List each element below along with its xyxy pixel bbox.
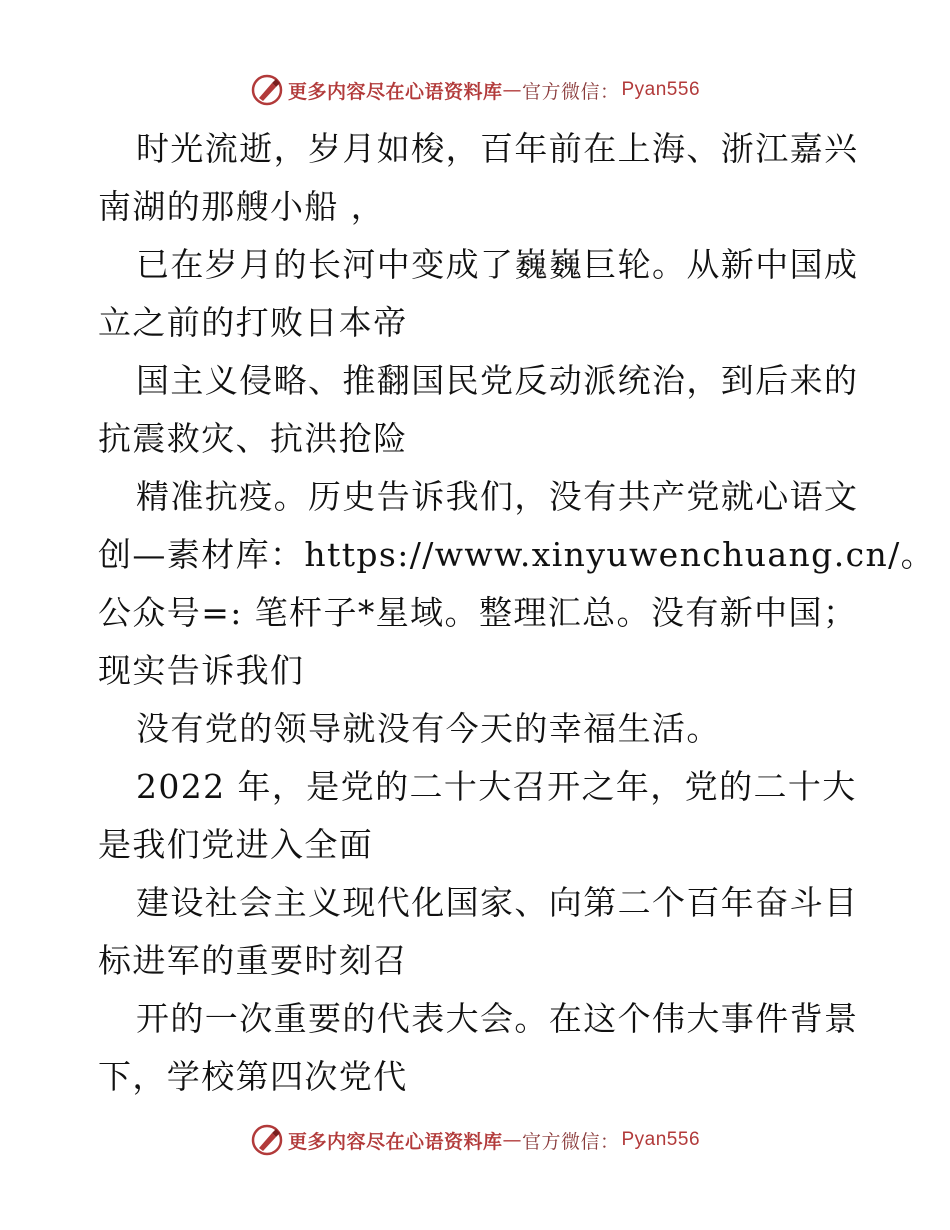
- watermark-main-text: 更多内容尽在心语资料库: [287, 80, 503, 103]
- text-line: 精准抗疫。历史告诉我们，没有共产党就心语文: [136, 477, 859, 516]
- watermark-official-label: 官方微信：: [521, 1130, 620, 1153]
- text-line: 立之前的打败日本帝: [98, 303, 408, 342]
- text-line: 抗震救灾、抗洪抢险: [98, 419, 408, 458]
- text-line: 时光流逝，岁月如梭，百年前在上海、浙江嘉兴: [136, 129, 859, 168]
- text-line: 已在岁月的长河中变成了巍巍巨轮。从新中国成: [136, 245, 859, 284]
- pen-logo-icon: [250, 73, 284, 107]
- watermark-main-text: 更多内容尽在心语资料库: [287, 1130, 503, 1153]
- text-line: 开的一次重要的代表大会。在这个伟大事件背景: [136, 999, 859, 1038]
- text-line: 是我们党进入全面: [98, 825, 374, 864]
- text-line: 公众号=: 笔杆子*星域。整理汇总。没有新中国；: [98, 593, 858, 632]
- document-body: [98, 120, 936, 1106]
- text-line: 下，学校第四次党代: [98, 1057, 408, 1096]
- header-watermark: [0, 70, 950, 110]
- text-line: 现实告诉我们: [98, 651, 305, 690]
- text-line: 2022 年，是党的二十大召开之年，党的二十大: [136, 767, 857, 806]
- text-line: 建设社会主义现代化国家、向第二个百年奋斗目: [136, 883, 859, 922]
- footer-watermark: [0, 1120, 950, 1160]
- watermark-wechat-id: Pyan556: [621, 1129, 701, 1150]
- text-line: 标进军的重要时刻召: [98, 941, 408, 980]
- text-line: 国主义侵略、推翻国民党反动派统治，到后来的: [136, 361, 859, 400]
- watermark-dash: —: [502, 79, 522, 101]
- watermark-wechat-id: Pyan556: [621, 79, 701, 100]
- watermark-dash: —: [502, 1129, 522, 1151]
- text-line: 南湖的那艘小船 ，: [98, 187, 386, 226]
- watermark-official-label: 官方微信：: [521, 80, 620, 103]
- text-line: 没有党的领导就没有今天的幸福生活。: [136, 709, 721, 748]
- pen-logo-icon: [250, 1123, 284, 1157]
- url-line: 创—素材库：https://www.xinyuwenchuang.cn/。: [98, 535, 936, 574]
